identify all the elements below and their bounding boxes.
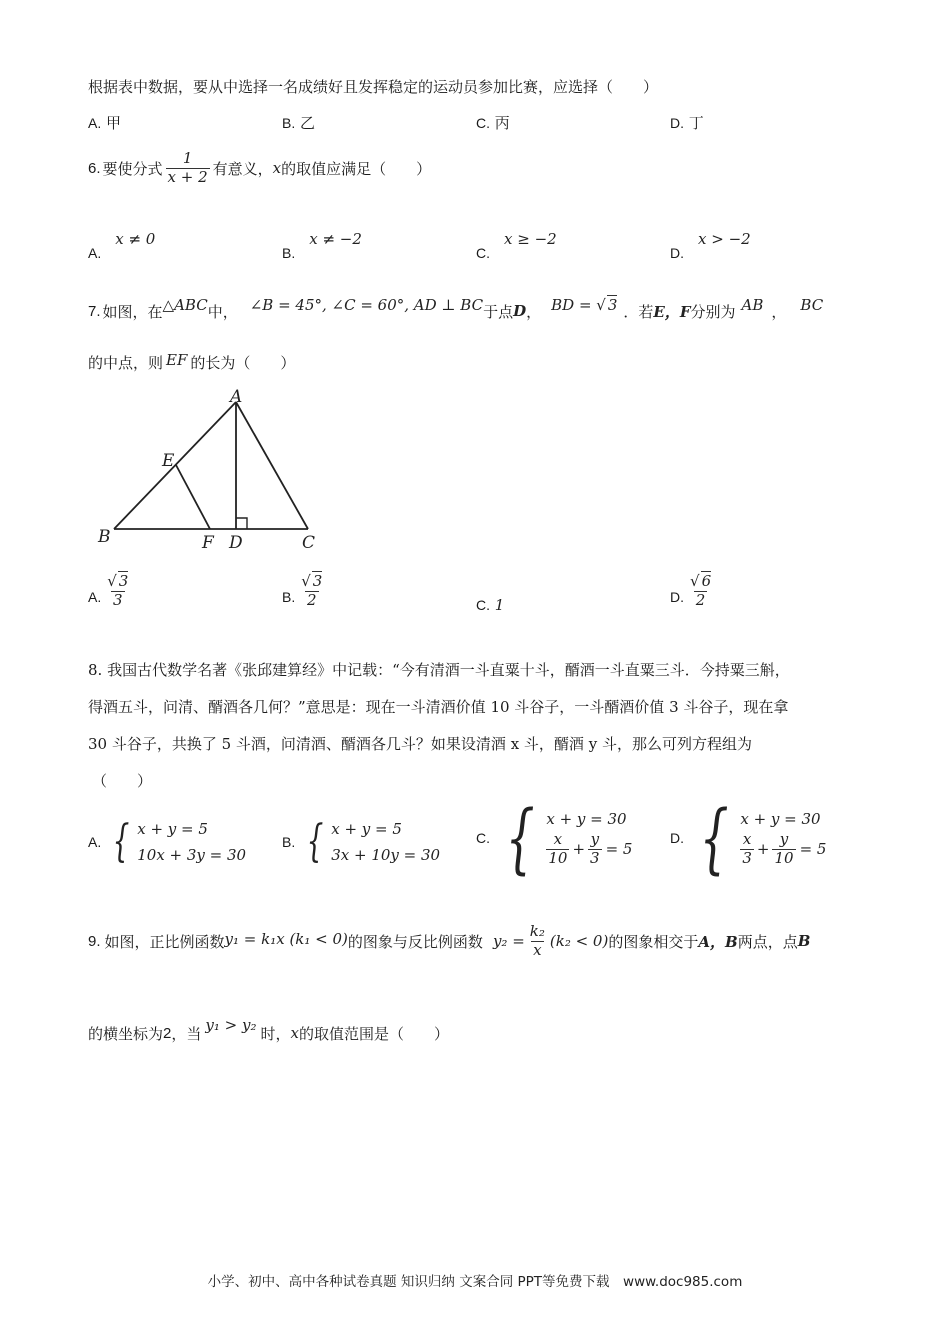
- q7-stem-line2: 的中点，则 EF 的长为（ ）: [88, 351, 296, 372]
- q8-option-c: C. { x + y = 30 $\frac{x}{10}$ + $\frac{y}{3}$ = 5: [476, 793, 633, 882]
- q5-stem: 根据表中数据，要从中选择一名成绩好且发挥稳定的运动员参加比赛，应选择（ ）: [88, 78, 659, 96]
- side-ab: [114, 402, 236, 529]
- q8-option-b: B. { x + y = 5 3x + 10y = 30: [282, 816, 441, 867]
- q8-stem-line1: 8. 我国古代数学名著《张邱建算经》中记载：“今有清酒一斗直粟十斗，醑酒一斗直粟三斗．今持粟三斛，: [88, 661, 790, 679]
- label-c: C: [302, 533, 316, 553]
- q8-stem-line2: 得酒五斗，问清、醑酒各几何？”意思是：现在一斗清酒价值 10 斗谷子，一斗醑酒价值 3 斗谷子，现在拿: [88, 698, 789, 716]
- q5-option-b: B. 乙: [282, 114, 316, 132]
- q8-option-d: D. { x + y = 30 $\frac{x}{3}$ + $\frac{y}{10}$ = 5: [670, 793, 827, 882]
- q9-stem-line2: 的横坐标为 2 ，当 y₁ > y₂ 时， x 的取值范围是（ ）: [88, 1016, 449, 1043]
- label-b: B: [98, 527, 111, 547]
- q7-option-d: D. $\frac{√ 6}{2}$: [670, 572, 712, 609]
- q6-option-b: B.x ≠ −2: [282, 230, 362, 261]
- q7-option-a: A. $\frac{√ 3}{3}$: [88, 572, 129, 609]
- q6-option-d: D.x > −2: [670, 230, 751, 261]
- q7-option-b: B. $\frac{√ 3}{2}$: [282, 572, 323, 609]
- q8-stem-line4: （ ）: [92, 772, 153, 790]
- q5-option-d: D. 丁: [670, 114, 704, 132]
- label-f: F: [202, 533, 214, 553]
- q8-option-a: A. { x + y = 5 10x + 3y = 30: [88, 816, 247, 867]
- segment-ef: [176, 465, 210, 529]
- q6-stem: 6. 要使分式 $\frac{1}{x + 2}$ 有意义， x 的取值应满足（ ）: [88, 148, 432, 186]
- q5-option-a: A. 甲: [88, 114, 122, 132]
- q8-stem-line3: 30 斗谷子，共换了 5 斗酒，问清酒、醑酒各几斗？如果设清酒 x 斗，醑酒 y 斗，那么可列方程组为: [88, 735, 752, 753]
- q5-option-c: C. 丙: [476, 114, 510, 132]
- page-footer: 小学、初中、高中各种试卷真题 知识归纳 文案合同 PPT等免费下载 www.doc985.com: [207, 1274, 743, 1290]
- q6-option-c: C.x ≥ −2: [476, 230, 557, 261]
- label-d: D: [229, 533, 243, 553]
- q7-triangle-figure: [88, 388, 328, 558]
- q7-option-c: C. 1: [476, 596, 505, 614]
- q6-option-a: A.x ≠ 0: [88, 230, 156, 261]
- q9-stem-line1: 9. 如图，正比例函数 y₁ = k₁x (k₁ < 0) 的图象与反比例函数 y₂ = $\frac{\text{k₂}}{x}$ (k₂ < 0) 的图象相交于 A，B 两点，点 B: [88, 921, 811, 959]
- label-e: E: [162, 451, 175, 471]
- q6-fraction: $\frac{1}{x + 2}$: [167, 148, 208, 186]
- q7-stem-line1: 7. 如图，在 △ABC 中， ∠B = 45°, ∠C = 60°, AD ⊥ BC 于点 D ， BD = √ 3 ．若 E，F 分别为 AB ， BC: [88, 296, 824, 321]
- right-angle-mark: [236, 518, 247, 529]
- label-a: A: [230, 388, 243, 407]
- side-ac: [236, 402, 308, 529]
